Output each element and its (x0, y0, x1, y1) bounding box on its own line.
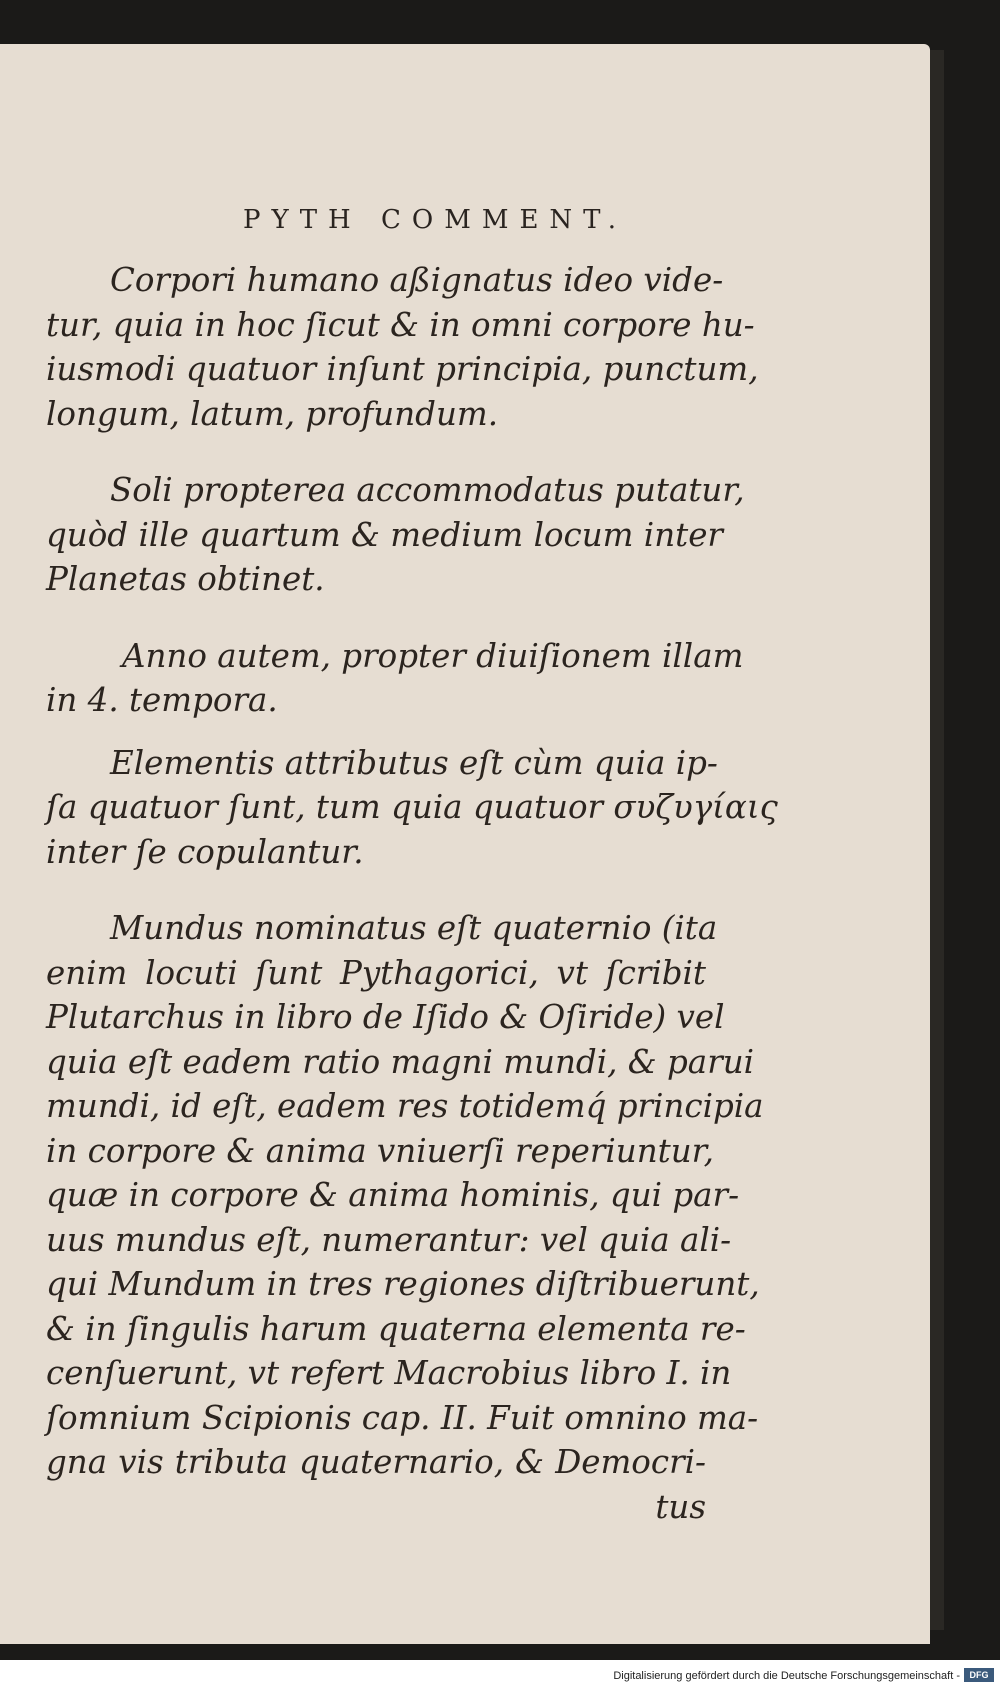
text-line: Planetas obtinet. (46, 560, 325, 598)
text-line: ſomnium Scipionis cap. II. Fuit omnino ma- (46, 1398, 759, 1437)
text-line: inter ſe copulantur. (46, 832, 364, 871)
text-line: ſa quatuor ſunt, tum quia quatuor συζυγίαις (46, 788, 778, 826)
paragraph-2 (46, 468, 745, 602)
text-line: mundi, id eſt, eadem res totidemq́ principia (46, 1087, 764, 1125)
text-line: in 4. tempora. (46, 681, 278, 719)
text-line: Soli propterea accommodatus putatur, (110, 471, 745, 509)
book-edge (930, 50, 944, 1630)
catchword: tus (655, 1487, 706, 1526)
text-line: quia eſt eadem ratio magni mundi, & parui (46, 1042, 755, 1081)
text-line: qui Mundum in tres regiones diſtribuerunt, (46, 1265, 760, 1303)
paragraph-5 (46, 906, 764, 1485)
text-line: in corpore & anima vniuerſi reperiuntur, (46, 1131, 714, 1170)
funding-credit: Digitalisierung gefördert durch die Deutsche Forschungsgemeinschaft - (613, 1670, 960, 1682)
paragraph-4 (46, 741, 778, 875)
text-line: Mundus nominatus eſt quaternio (ita (110, 909, 718, 947)
text-line: quæ in corpore & anima hominis, qui par- (46, 1176, 740, 1214)
text-line: longum, latum, profundum. (46, 394, 499, 433)
dfg-logo: DFG (964, 1668, 994, 1682)
text-line: Plutarchus in libro de Iſido & Oſiride) vel (46, 998, 725, 1036)
text-line: & in ſingulis harum quaterna elementa re- (46, 1309, 746, 1348)
text-line: uus mundus eſt, numerantur: vel quia ali- (46, 1220, 732, 1259)
text-line: gna vis tributa quaternario, & Democri- (46, 1443, 706, 1481)
paragraph-3 (46, 634, 744, 723)
text-line: iusmodi quatuor inſunt principia, punctum, (46, 350, 759, 388)
body-text (46, 258, 778, 1529)
text-line: quòd ille quartum & medium locum inter (46, 515, 723, 554)
text-line: Elementis attributus eſt cùm quia ip- (110, 743, 718, 782)
text-line: tur, quia in hoc ſicut & in omni corpore hu- (46, 305, 755, 344)
text-line: enim locuti ſunt Pythagorici, vt ſcribit (46, 953, 706, 992)
paragraph-1 (46, 258, 759, 436)
running-head: PYTH COMMENT. (243, 205, 627, 235)
text-line: cenſuerunt, vt refert Macrobius libro I. in (46, 1354, 732, 1392)
text-line: Anno autem, propter diuiſionem illam (122, 636, 744, 675)
text-line: Corpori humano aßignatus ideo vide- (110, 261, 724, 299)
